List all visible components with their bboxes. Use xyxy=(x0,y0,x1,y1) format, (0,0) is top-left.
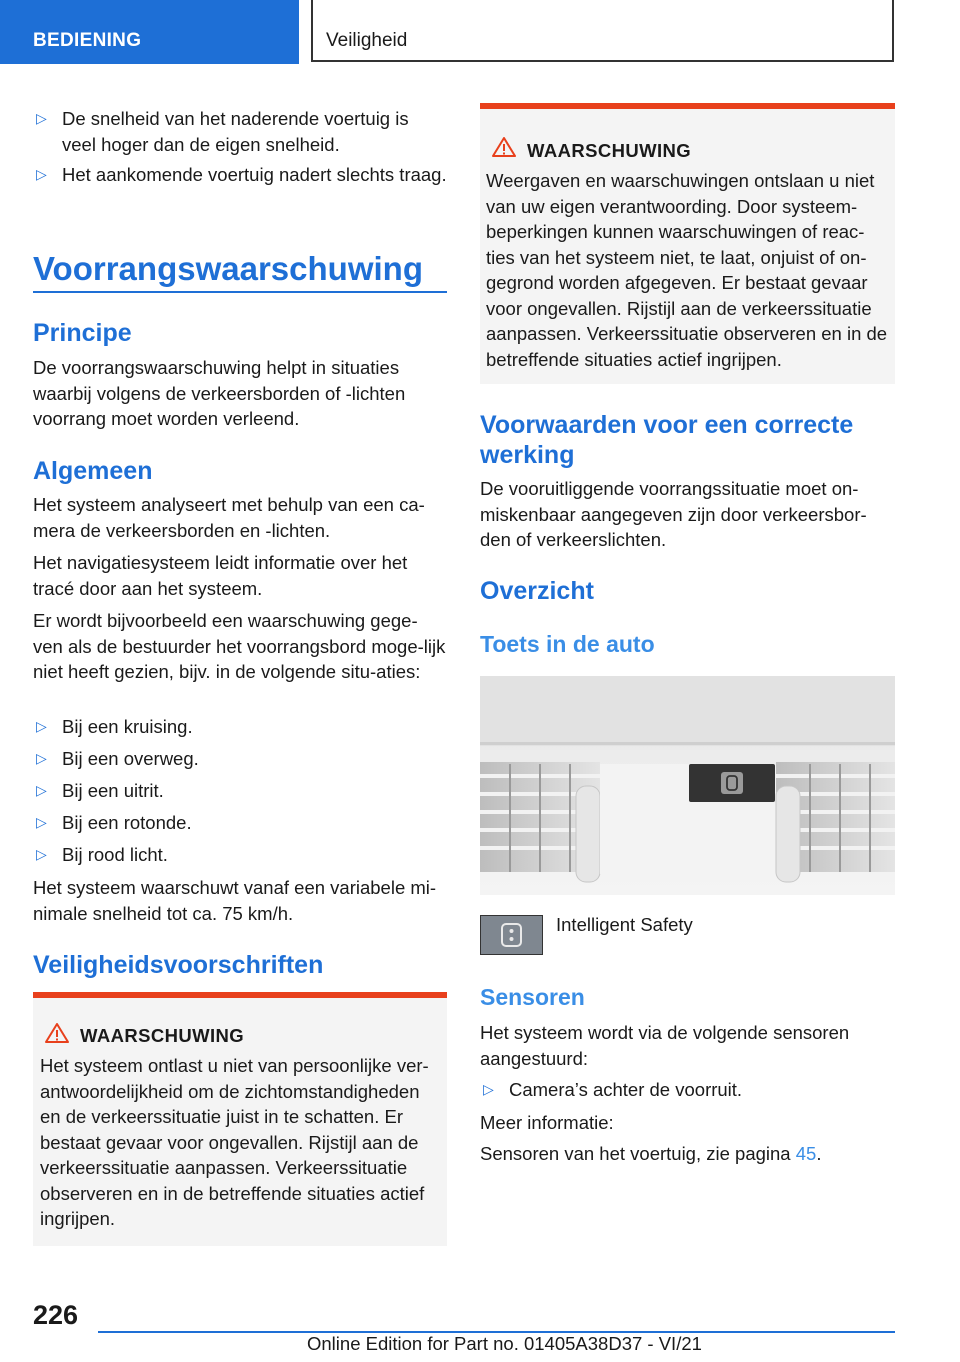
algemeen-paragraph: Het navigatiesysteem leidt informatie over het tracé door aan het systeem. xyxy=(33,552,408,599)
sensoren-text: Het systeem wordt via de volgende sensoren aangestuurd: xyxy=(480,1022,850,1069)
section-label: BEDIENING xyxy=(33,30,142,51)
heading-overzicht: Overzicht xyxy=(480,577,594,605)
chapter-tab xyxy=(311,0,894,62)
principe-text: De voorrangswaarschuwing helpt in situaties waarbij volgens de verkeersborden of -lichten voorrang moet worden verleend. xyxy=(33,357,406,429)
page-link[interactable]: 45 xyxy=(795,1143,817,1164)
heading-voorwaarden: Voorwaarden voor een correcte werking xyxy=(480,411,854,469)
list-item: ▷ Bij een rotonde. xyxy=(33,810,447,836)
heading-sensoren: Sensoren xyxy=(480,984,585,1010)
bullet-triangle-icon: ▷ xyxy=(36,782,47,798)
bullet-triangle-icon: ▷ xyxy=(36,166,47,182)
warning-title: WAARSCHUWING xyxy=(80,1025,245,1046)
algemeen-paragraph: Er wordt bijvoorbeeld een waarschuwing gege-ven als de bestuurder het voorrangsbord moge-lijk niet heeft gezien, bijv. in de volgende situ-aties: xyxy=(33,610,446,682)
bullet-triangle-icon: ▷ xyxy=(483,1081,494,1097)
heading-principe: Principe xyxy=(33,319,132,347)
title-underline xyxy=(33,291,447,293)
list-item: ▷ Bij rood licht. xyxy=(33,842,447,868)
warning-text: Het systeem ontlast u niet van persoonlijke ver-antwoordelijkheid om de zichtomstandigheden en de verkeerssituatie juist in te schatten. Er bestaat gevaar voor ongevallen. Rijstijl aan de verkeerssituatie aanpassen. Verkeerssituatie observeren en in de betreffende situaties actief ingrijpen. xyxy=(40,1055,429,1229)
page-number: 226 xyxy=(33,1300,79,1330)
warning-box xyxy=(33,992,447,1246)
page-title: Voorrangswaarschuwing xyxy=(33,250,423,287)
voorwaarden-text: De vooruitliggende voorrangssituatie moet on-miskenbaar aangegeven zijn door verkeersbor-den of verkeerslichten. xyxy=(480,478,867,550)
cross-reference: Sensoren van het voertuig, zie pagina 45. xyxy=(480,1143,822,1164)
heading-algemeen: Algemeen xyxy=(33,457,153,485)
bullet-triangle-icon: ▷ xyxy=(36,846,47,862)
bullet-triangle-icon: ▷ xyxy=(36,110,47,126)
speed-text: Het systeem waarschuwt vanaf een variabele mi-nimale snelheid tot ca. 75 km/h. xyxy=(33,877,437,924)
list-item: ▷ Het aankomende voertuig nadert slechts traag. xyxy=(33,162,447,188)
bullet-triangle-icon: ▷ xyxy=(36,718,47,734)
list-item: ▷ Bij een kruising. xyxy=(33,714,447,740)
list-item: ▷ De snelheid van het naderende voertuig is veel hoger dan de eigen snelheid. xyxy=(36,108,409,155)
dashboard-button-photo xyxy=(480,676,895,895)
list-item: ▷ Bij een uitrit. xyxy=(33,778,447,804)
warning-triangle-icon xyxy=(491,136,517,158)
list-item: ▷ Bij een overweg. xyxy=(33,746,447,772)
warning-text: Weergaven en waarschuwingen ontslaan u niet van uw eigen verantwoording. Door systeem-beperkingen kunnen waarschuwingen of reac-ties van het systeem niet, te laat, onjuist of on-gegrond worden afgegeven. Er bestaat gevaar voor ongevallen. Rijstijl aan de verkeerssituatie aanpassen. Verkeerssituatie observeren en in de betreffende situaties actief ingrijpen. xyxy=(486,170,888,370)
heading-toets: Toets in de auto xyxy=(480,631,655,657)
intelligent-safety-button-icon xyxy=(480,915,543,955)
heading-safety: Veiligheidsvoorschriften xyxy=(33,951,324,979)
meer-informatie: Meer informatie: xyxy=(480,1112,614,1133)
list-item: ▷ Camera’s achter de voorruit. xyxy=(480,1077,894,1103)
edition-text: Online Edition for Part no. 01405A38D37 - VI/21 xyxy=(307,1333,702,1354)
warning-box xyxy=(480,103,895,384)
section-tab xyxy=(0,0,299,64)
bullet-triangle-icon: ▷ xyxy=(36,750,47,766)
warning-title: WAARSCHUWING xyxy=(527,140,692,161)
warning-triangle-icon xyxy=(44,1022,70,1044)
button-label: Intelligent Safety xyxy=(556,914,693,935)
bullet-triangle-icon: ▷ xyxy=(36,814,47,830)
chapter-label: Veiligheid xyxy=(326,30,408,51)
algemeen-paragraph: Het systeem analyseert met behulp van een ca-mera de verkeersborden en -lichten. xyxy=(33,494,425,541)
